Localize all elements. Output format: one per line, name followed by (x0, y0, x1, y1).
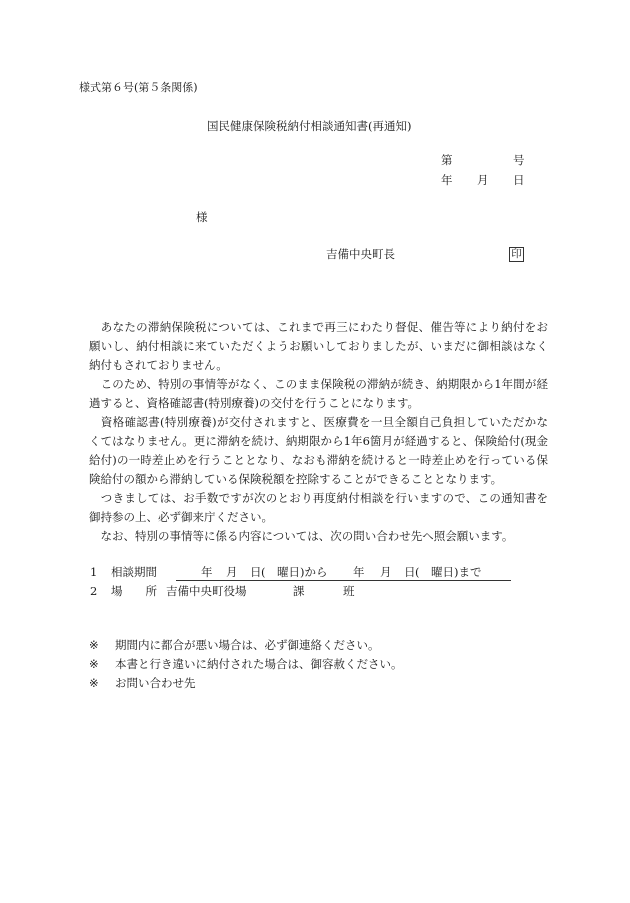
place-division: 課 (293, 584, 305, 598)
period-to-weekday: ( 曜日) (415, 565, 459, 579)
note-mark: ※ (89, 676, 99, 690)
note-text: 期間内に都合が悪い場合は、必ず御連絡ください。 (115, 638, 380, 652)
period-from-suffix: から (304, 565, 328, 579)
detail-number: 2 (90, 584, 98, 598)
body-paragraph (89, 318, 548, 375)
body-line: このため、特別の事情等がなく、このまま保険税の滞納が続き、納期限から1年間が経 (89, 377, 548, 391)
seal-mark: 印 (509, 247, 524, 262)
period-to-month: 月 (380, 565, 392, 579)
note-text: お問い合わせ先 (115, 676, 196, 690)
period-to-suffix: まで (458, 565, 482, 579)
document-number-suffix: 号 (513, 153, 525, 167)
period-from-weekday-group (261, 563, 327, 582)
body-paragraph (89, 489, 548, 527)
body-line: くてはなりません。更に滞納を続け、納期限から1年6箇月が経過すると、保険給付(現金 (89, 434, 548, 448)
addressee-honorific: 様 (196, 210, 208, 224)
detail-label: 相談期間 (111, 565, 157, 579)
body-line: あなたの滞納保険税については、これまで再三にわたり督促、催告等により納付をお (89, 320, 548, 334)
body-line: つきましては、お手数ですが次のとおり再度納付相談を行いますので、この通知書を (89, 491, 548, 505)
document-number-prefix: 第 (441, 153, 453, 167)
body-line: 給付)の一時差止めを行うこととなり、なおも滞納を続けると一時差止めを行っている保 (89, 453, 548, 467)
period-from-day: 日 (250, 565, 262, 579)
body-paragraph (89, 375, 548, 413)
body-line: 険給付の額から滞納している保険税額を控除することができることとなります。 (89, 472, 503, 486)
place-name: 吉備中央町役場 (166, 584, 247, 598)
issue-date-month: 月 (477, 173, 489, 187)
issue-date-year: 年 (441, 173, 453, 187)
form-reference: 様式第６号(第５条関係) (79, 81, 198, 94)
note-mark: ※ (89, 657, 99, 671)
body-line: 御持参の上、必ず御来庁ください。 (89, 510, 273, 524)
body-paragraph (89, 413, 548, 489)
period-from-year: 年 (201, 565, 213, 579)
body-line: 過すると、資格確認書(特別療養)の交付を行うことになります。 (89, 396, 420, 410)
place-unit: 班 (343, 584, 355, 598)
detail-number: 1 (90, 565, 98, 579)
notice-body (89, 318, 548, 546)
body-paragraph (89, 527, 548, 546)
detail-label: 場 所 (111, 584, 157, 598)
sender-name: 吉備中央町長 (326, 247, 395, 261)
note-mark: ※ (89, 638, 99, 652)
note-text: 本書と行き違いに納付された場合は、御容赦ください。 (115, 657, 403, 671)
body-line: 資格確認書(特別療養)が交付されますと、医療費を一旦全額自己負担していただかな (89, 415, 548, 429)
period-to-day: 日 (404, 565, 416, 579)
body-line: 願いし、納付相談に来ていただくようお願いしておりましたが、いまだに御相談はなく (89, 339, 548, 353)
body-line: 納付もされておりません。 (89, 358, 228, 372)
period-from-month: 月 (226, 565, 238, 579)
issue-date-day: 日 (513, 173, 525, 187)
period-to-weekday-group (415, 563, 481, 582)
period-to-year: 年 (353, 565, 365, 579)
body-line: なお、特別の事情等に係る内容については、次の問い合わせ先へ照会願います。 (89, 529, 514, 543)
document-title: 国民健康保険税納付相談通知書(再通知) (207, 119, 412, 133)
period-from-weekday: ( 曜日) (261, 565, 305, 579)
